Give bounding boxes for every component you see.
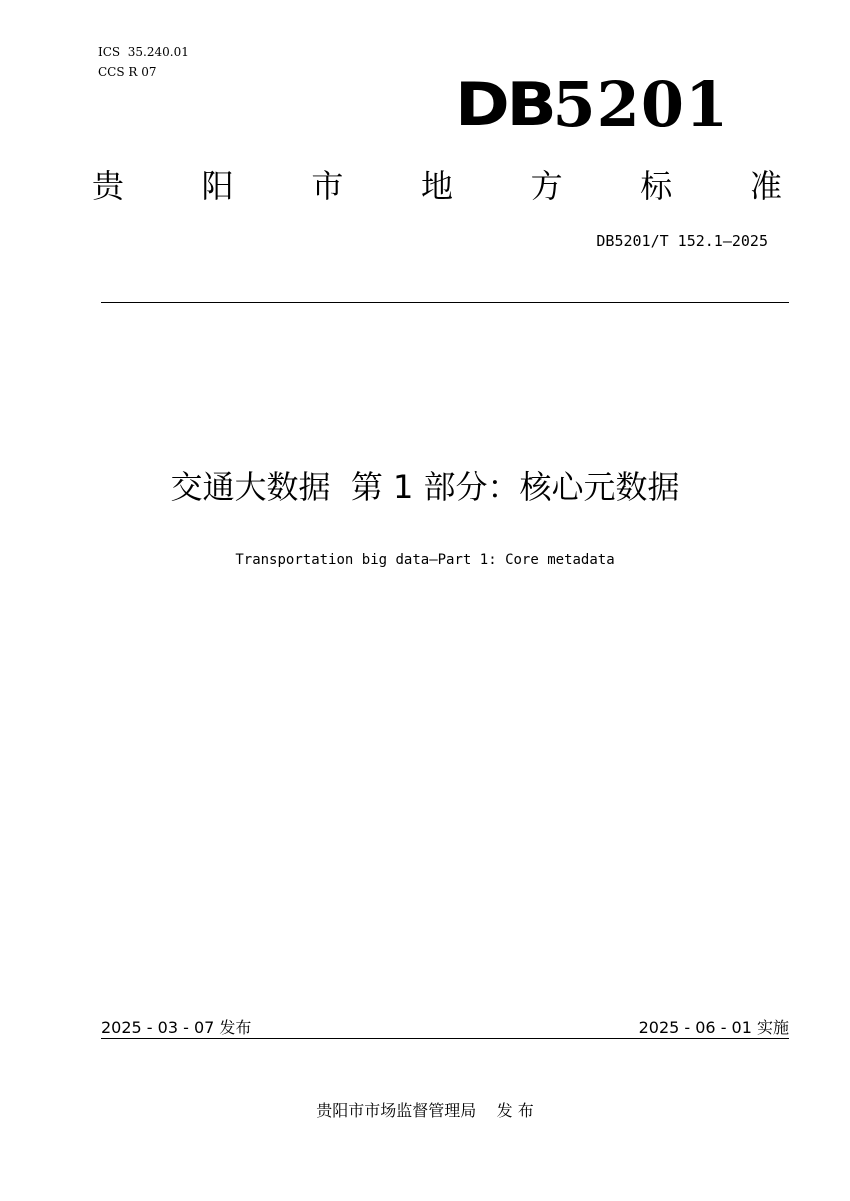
db-logo	[455, 70, 729, 140]
ccs-code: CCS R 07	[98, 65, 157, 79]
city-standard-char: 地	[420, 167, 453, 205]
city-standard-char: 阳	[201, 167, 234, 205]
bottom-divider	[101, 1038, 789, 1039]
standard-number: DB5201/T 152.1—2025	[596, 232, 768, 250]
issuing-authority: 贵阳市市场监督管理局 发 布	[316, 1101, 534, 1120]
city-standard-char: 市	[311, 167, 344, 205]
classification-codes	[98, 42, 189, 82]
effective-date: 2025 - 06 - 01 实施	[638, 1018, 789, 1037]
db-logo-mark: DB	[455, 70, 554, 140]
document-title-english: Transportation big data—Part 1: Core metadata	[235, 552, 615, 568]
db-logo-number: 5201	[552, 68, 730, 141]
top-divider	[101, 302, 789, 303]
city-standard-title	[92, 160, 782, 208]
publish-date: 2025 - 03 - 07 发布	[101, 1018, 252, 1037]
city-standard-char: 标	[640, 167, 673, 205]
document-title-chinese: 交通大数据 第 1 部分：核心元数据	[170, 468, 680, 506]
ics-code: ICS 35.240.01	[98, 45, 189, 59]
city-standard-char: 贵	[92, 167, 125, 205]
city-standard-char: 准	[749, 167, 782, 205]
city-standard-char: 方	[530, 167, 563, 205]
